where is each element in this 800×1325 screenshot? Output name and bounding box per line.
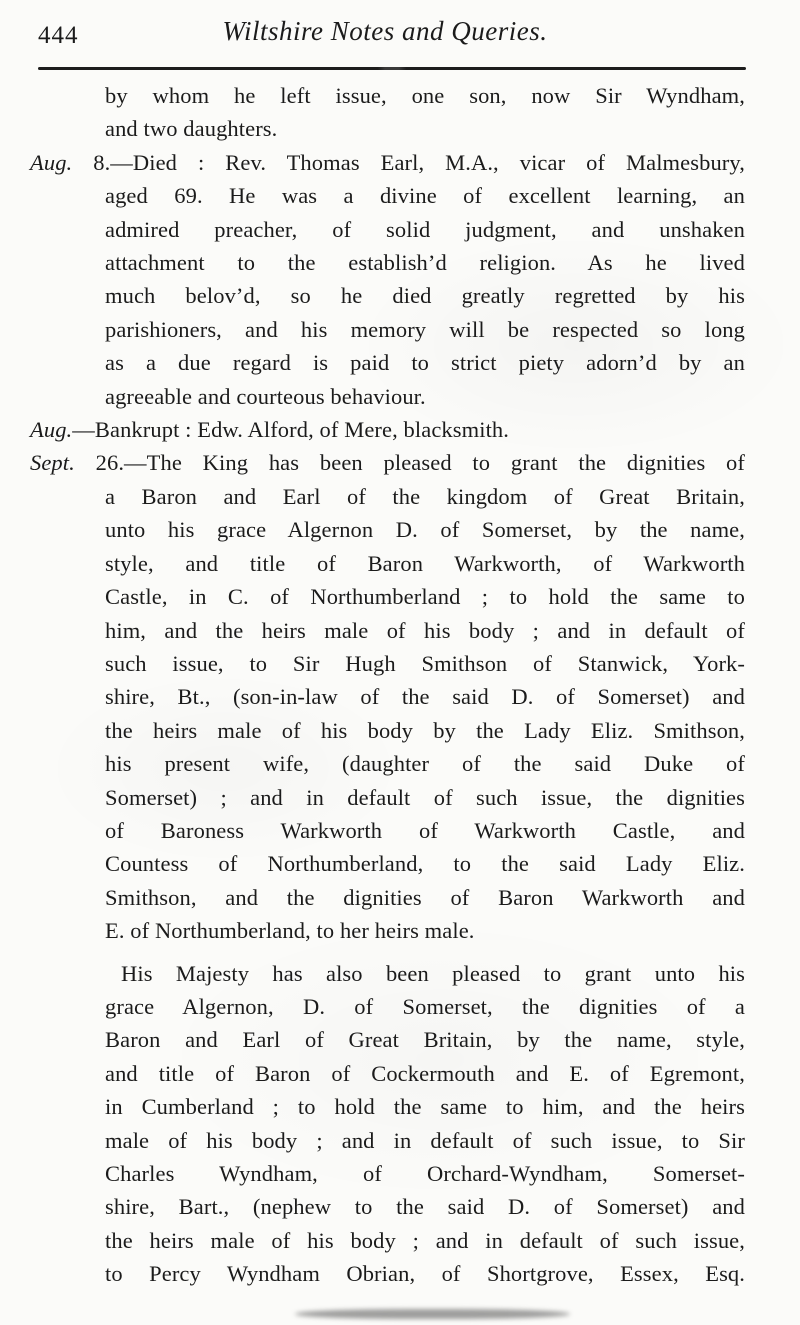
entry-sept-26	[30, 446, 745, 947]
text-line: parishioners, and his memory will be respected so long	[105, 316, 745, 342]
text-line: a Baron and Earl of the kingdom of Great Britain,	[105, 483, 745, 509]
text-line: agreeable and courteous behaviour.	[105, 383, 426, 409]
text-line: His Majesty has also been pleased to grant unto his	[121, 960, 745, 986]
text-line: Sept. 26.—The King has been pleased to grant the dignities of	[30, 450, 745, 476]
entry-aug-8	[30, 146, 745, 413]
continuation-paragraph	[105, 79, 745, 146]
entry-date: Sept.	[30, 450, 75, 476]
scan-smudge-artifact	[295, 1309, 570, 1319]
text-line: his present wife, (daughter of the said Duke of	[105, 751, 745, 777]
text-line: male of his body ; and in default of such issue, to Sir	[105, 1127, 745, 1153]
text-line: Smithson, and the dignities of Baron Warkworth and	[105, 884, 745, 910]
text-line: Charles Wyndham, of Orchard-Wyndham, Somerset-	[105, 1161, 745, 1186]
page-number: 444	[38, 22, 79, 49]
text-line: Countess of Northumberland, to the said Lady Eliz.	[105, 851, 745, 877]
text-line: and title of Baron of Cockermouth and E. of Egremont,	[105, 1060, 745, 1086]
text-line: and two daughters.	[105, 116, 278, 142]
text-line: Somerset) ; and in default of such issue, the dignities	[105, 784, 745, 810]
text-line: by whom he left issue, one son, now Sir Wyndham,	[105, 83, 745, 108]
text-line: aged 69. He was a divine of excellent learning, an	[105, 183, 745, 209]
text-line: grace Algernon, D. of Somerset, the dignities of a	[105, 993, 745, 1019]
text-line: him, and the heirs male of his body ; and in default of	[105, 617, 745, 643]
entry-aug-bankrupt	[30, 413, 745, 446]
text-line: shire, Bart., (nephew to the said D. of Somerset) and	[105, 1194, 745, 1220]
text-line: unto his grace Algernon D. of Somerset, by the name,	[105, 517, 745, 543]
page-header-title: Wiltshire Notes and Queries.	[222, 16, 548, 46]
text-line: the heirs male of his body by the Lady Eliz. Smithson,	[105, 717, 745, 743]
entry-date: Aug.	[30, 149, 73, 175]
text-line: to Percy Wyndham Obrian, of Shortgrove, Essex, Esq.	[105, 1261, 745, 1287]
header-rule	[38, 67, 746, 70]
entry-date: Aug.	[30, 417, 73, 443]
text-line: such issue, to Sir Hugh Smithson of Stanwick, York-	[105, 650, 745, 676]
text-line: the heirs male of his body ; and in default of such issue,	[105, 1227, 745, 1253]
text-line: E. of Northumberland, to her heirs male.	[105, 918, 475, 944]
text-line: in Cumberland ; to hold the same to him, and the heirs	[105, 1094, 745, 1120]
text-line: much belov’d, so he died greatly regretted by his	[105, 283, 745, 309]
text-line: Baron and Earl of Great Britain, by the name, style,	[105, 1027, 745, 1053]
text-line: Aug. 8.—Died : Rev. Thomas Earl, M.A., vicar of Malmesbury,	[30, 149, 745, 175]
text-line: Aug.—Bankrupt : Edw. Alford, of Mere, blacksmith.	[30, 417, 509, 443]
text-line: admired preacher, of solid judgment, and unshaken	[105, 216, 745, 242]
text-line: as a due regard is paid to strict piety adorn’d by an	[105, 350, 745, 376]
text-line: attachment to the establish’d religion. As he lived	[105, 250, 745, 276]
text-line: style, and title of Baron Warkworth, of Warkworth	[105, 550, 745, 576]
text-line: shire, Bt., (son-in-law of the said D. of Somerset) and	[105, 684, 745, 710]
paragraph-his-majesty	[105, 957, 745, 1291]
page-body	[30, 79, 745, 1291]
text-line: Castle, in C. of Northumberland ; to hold the same to	[105, 584, 745, 610]
text-line: of Baroness Warkworth of Warkworth Castle, and	[105, 817, 745, 843]
